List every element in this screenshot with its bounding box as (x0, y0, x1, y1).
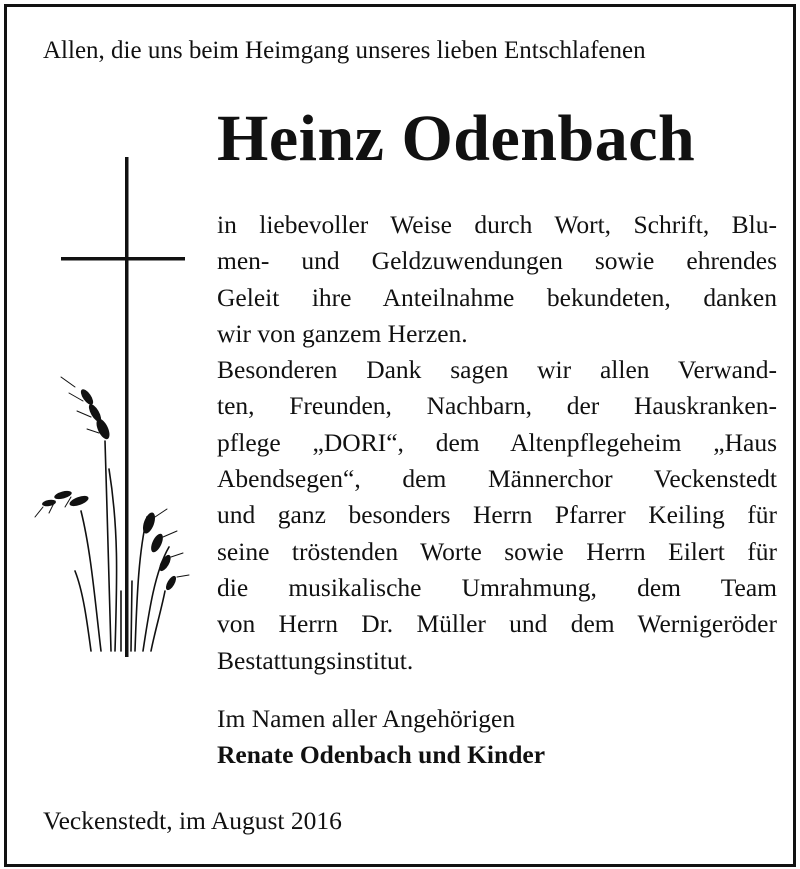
text-line: Geleit ihre Anteilnahme bekundeten, danken (217, 282, 777, 312)
text-line: Bestattungsinstitut. (217, 645, 414, 675)
signature-preface: Im Namen aller Angehörigen (217, 704, 516, 733)
text-line: seine tröstenden Worte sowie Herrn Eilert für (217, 536, 777, 566)
signature-family: Renate Odenbach und Kinder (217, 740, 546, 769)
place-date: Veckenstedt, im August 2016 (43, 806, 342, 835)
text-line: von Herrn Dr. Müller und dem Wernigeröder (217, 609, 777, 639)
text-line: die musikalische Umrahmung, dem Team (217, 572, 777, 602)
deceased-name: Heinz Odenbach (217, 102, 696, 175)
cross-with-wheat-icon (31, 151, 201, 661)
text-line: ten, Freunden, Nachbarn, der Hauskranken- (217, 391, 777, 421)
text-line: men- und Geldzuwendungen sowie ehrendes (217, 246, 777, 276)
thank-you-text (217, 207, 777, 679)
text-line: pflege „DORI“, dem Altenpflegeheim „Haus (217, 427, 777, 457)
text-line: Besonderen Dank sagen wir allen Verwand- (217, 355, 777, 385)
signature-block (217, 701, 545, 773)
intro-text: Allen, die uns beim Heimgang unseres lieben Entschlafenen (43, 37, 646, 64)
text-line: und ganz besonders Herrn Pfarrer Keiling für (217, 500, 777, 530)
text-line: in liebevoller Weise durch Wort, Schrift, Blu- (217, 210, 777, 239)
notice-frame (4, 4, 796, 867)
text-line: Abendsegen“, dem Männerchor Veckenstedt (217, 464, 777, 494)
text-line: wir von ganzem Herzen. (217, 318, 468, 348)
